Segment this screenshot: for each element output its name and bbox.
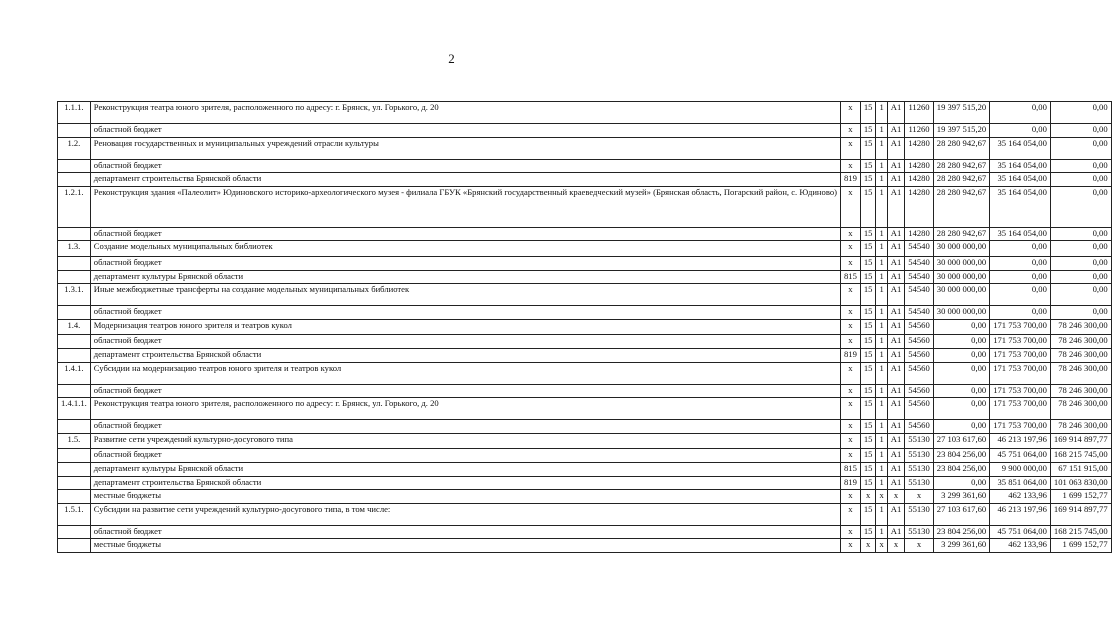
table-row <box>58 476 1112 490</box>
cell-program: 15 <box>860 186 876 227</box>
cell-direction: 54560 <box>905 319 933 335</box>
cell-subprogram: 1 <box>876 335 887 349</box>
cell-name: департамент строительства Брянской области <box>90 476 840 490</box>
table-row <box>58 335 1112 349</box>
cell-project: A1 <box>887 102 905 124</box>
cell-direction: 14280 <box>905 137 933 159</box>
cell-year1: 0,00 <box>933 319 989 335</box>
cell-year2: 35 164 054,00 <box>990 137 1051 159</box>
cell-subprogram: 1 <box>876 284 887 306</box>
cell-year3: 78 246 300,00 <box>1050 420 1111 434</box>
cell-code <box>58 124 91 138</box>
cell-code <box>58 173 91 187</box>
table-row <box>58 186 1112 227</box>
cell-ministry: x <box>840 490 860 504</box>
cell-name: Создание модельных муниципальных библиотек <box>90 241 840 257</box>
cell-subprogram: x <box>876 539 887 553</box>
cell-name: Реновация государственных и муниципальных учреждений отрасли культуры <box>90 137 840 159</box>
cell-year1: 30 000 000,00 <box>933 256 989 270</box>
cell-code: 1.2.1. <box>58 186 91 227</box>
cell-project: A1 <box>887 525 905 539</box>
cell-subprogram: 1 <box>876 476 887 490</box>
table-row <box>58 398 1112 420</box>
table-row <box>58 319 1112 335</box>
table-row <box>58 420 1112 434</box>
cell-project: A1 <box>887 398 905 420</box>
cell-subprogram: 1 <box>876 306 887 320</box>
table-row <box>58 462 1112 476</box>
cell-subprogram: 1 <box>876 241 887 257</box>
cell-ministry: x <box>840 433 860 449</box>
cell-year3: 169 914 897,77 <box>1050 503 1111 525</box>
cell-ministry: x <box>840 335 860 349</box>
cell-project: A1 <box>887 449 905 463</box>
cell-year2: 45 751 064,00 <box>990 525 1051 539</box>
cell-program: 15 <box>860 503 876 525</box>
cell-code <box>58 539 91 553</box>
cell-subprogram: 1 <box>876 384 887 398</box>
cell-project: A1 <box>887 173 905 187</box>
table-row <box>58 449 1112 463</box>
cell-year1: 23 804 256,00 <box>933 525 989 539</box>
table-row <box>58 241 1112 257</box>
cell-code <box>58 449 91 463</box>
cell-name: областной бюджет <box>90 256 840 270</box>
cell-year1: 30 000 000,00 <box>933 270 989 284</box>
cell-ministry: x <box>840 539 860 553</box>
cell-subprogram: 1 <box>876 348 887 362</box>
cell-year3: 168 215 745,00 <box>1050 525 1111 539</box>
table-row <box>58 124 1112 138</box>
cell-name: областной бюджет <box>90 449 840 463</box>
cell-year2: 35 164 054,00 <box>990 186 1051 227</box>
cell-year3: 78 246 300,00 <box>1050 398 1111 420</box>
cell-ministry: 815 <box>840 462 860 476</box>
cell-year2: 462 133,96 <box>990 539 1051 553</box>
table-row <box>58 256 1112 270</box>
cell-name: Реконструкция театра юного зрителя, расположенного по адресу: г. Брянск, ул. Горького, д. 20 <box>90 398 840 420</box>
cell-code <box>58 384 91 398</box>
cell-year3: 0,00 <box>1050 102 1111 124</box>
cell-ministry: x <box>840 256 860 270</box>
cell-ministry: x <box>840 503 860 525</box>
cell-year3: 1 699 152,77 <box>1050 539 1111 553</box>
cell-subprogram: 1 <box>876 420 887 434</box>
cell-direction: 55130 <box>905 462 933 476</box>
cell-code <box>58 525 91 539</box>
cell-subprogram: 1 <box>876 159 887 173</box>
cell-code: 1.5. <box>58 433 91 449</box>
cell-year1: 0,00 <box>933 384 989 398</box>
cell-year3: 78 246 300,00 <box>1050 335 1111 349</box>
cell-code <box>58 256 91 270</box>
cell-ministry: x <box>840 525 860 539</box>
cell-direction: 55130 <box>905 525 933 539</box>
cell-ministry: x <box>840 124 860 138</box>
cell-direction: 11260 <box>905 102 933 124</box>
cell-year2: 0,00 <box>990 284 1051 306</box>
cell-year2: 0,00 <box>990 256 1051 270</box>
cell-program: 15 <box>860 433 876 449</box>
cell-direction: 14280 <box>905 186 933 227</box>
cell-ministry: 815 <box>840 270 860 284</box>
cell-code: 1.5.1. <box>58 503 91 525</box>
cell-year3: 0,00 <box>1050 124 1111 138</box>
cell-year3: 0,00 <box>1050 159 1111 173</box>
cell-direction: 54560 <box>905 335 933 349</box>
cell-ministry: x <box>840 398 860 420</box>
cell-direction: 54540 <box>905 241 933 257</box>
cell-year3: 1 699 152,77 <box>1050 490 1111 504</box>
cell-direction: 54560 <box>905 348 933 362</box>
cell-year3: 78 246 300,00 <box>1050 362 1111 384</box>
cell-year3: 0,00 <box>1050 173 1111 187</box>
cell-program: 15 <box>860 241 876 257</box>
cell-year1: 27 103 617,60 <box>933 503 989 525</box>
cell-year2: 171 753 700,00 <box>990 335 1051 349</box>
cell-ministry: x <box>840 102 860 124</box>
cell-project: A1 <box>887 462 905 476</box>
cell-project: x <box>887 539 905 553</box>
cell-name: местные бюджеты <box>90 490 840 504</box>
cell-program: 15 <box>860 348 876 362</box>
cell-direction: 54540 <box>905 306 933 320</box>
cell-year1: 30 000 000,00 <box>933 306 989 320</box>
table-row <box>58 433 1112 449</box>
cell-project: A1 <box>887 503 905 525</box>
cell-subprogram: 1 <box>876 398 887 420</box>
cell-year2: 171 753 700,00 <box>990 319 1051 335</box>
cell-subprogram: 1 <box>876 433 887 449</box>
cell-year3: 101 063 830,00 <box>1050 476 1111 490</box>
cell-year3: 67 151 915,00 <box>1050 462 1111 476</box>
cell-year2: 35 164 054,00 <box>990 227 1051 241</box>
cell-name: Модернизация театров юного зрителя и театров кукол <box>90 319 840 335</box>
cell-year2: 0,00 <box>990 270 1051 284</box>
cell-name: областной бюджет <box>90 227 840 241</box>
cell-year3: 78 246 300,00 <box>1050 319 1111 335</box>
cell-name: департамент культуры Брянской области <box>90 270 840 284</box>
cell-code <box>58 462 91 476</box>
table-row <box>58 102 1112 124</box>
cell-program: 15 <box>860 362 876 384</box>
cell-direction: 54560 <box>905 362 933 384</box>
cell-project: A1 <box>887 384 905 398</box>
cell-direction: 55130 <box>905 433 933 449</box>
cell-project: A1 <box>887 186 905 227</box>
cell-project: A1 <box>887 137 905 159</box>
cell-ministry: x <box>840 420 860 434</box>
cell-ministry: x <box>840 159 860 173</box>
cell-year3: 0,00 <box>1050 186 1111 227</box>
cell-year3: 0,00 <box>1050 137 1111 159</box>
cell-year1: 28 280 942,67 <box>933 173 989 187</box>
cell-ministry: x <box>840 137 860 159</box>
cell-direction: 54540 <box>905 256 933 270</box>
cell-project: A1 <box>887 362 905 384</box>
cell-name: Субсидии на развитие сети учреждений культурно-досугового типа, в том числе: <box>90 503 840 525</box>
cell-ministry: x <box>840 186 860 227</box>
cell-year2: 462 133,96 <box>990 490 1051 504</box>
cell-project: A1 <box>887 270 905 284</box>
cell-direction: 55130 <box>905 449 933 463</box>
cell-year2: 171 753 700,00 <box>990 384 1051 398</box>
cell-subprogram: x <box>876 490 887 504</box>
cell-program: 15 <box>860 124 876 138</box>
cell-year2: 171 753 700,00 <box>990 348 1051 362</box>
cell-year2: 0,00 <box>990 306 1051 320</box>
cell-program: 15 <box>860 270 876 284</box>
cell-program: 15 <box>860 398 876 420</box>
cell-year1: 0,00 <box>933 476 989 490</box>
cell-project: A1 <box>887 306 905 320</box>
cell-subprogram: 1 <box>876 319 887 335</box>
cell-program: 15 <box>860 173 876 187</box>
table-row <box>58 348 1112 362</box>
cell-program: 15 <box>860 420 876 434</box>
cell-code <box>58 159 91 173</box>
cell-code <box>58 476 91 490</box>
cell-project: A1 <box>887 433 905 449</box>
cell-code <box>58 227 91 241</box>
cell-code: 1.3.1. <box>58 284 91 306</box>
cell-name: департамент строительства Брянской области <box>90 348 840 362</box>
cell-year1: 28 280 942,67 <box>933 159 989 173</box>
cell-year1: 3 299 361,60 <box>933 490 989 504</box>
table-row <box>58 227 1112 241</box>
cell-year2: 171 753 700,00 <box>990 420 1051 434</box>
cell-year2: 0,00 <box>990 124 1051 138</box>
cell-name: Иные межбюджетные трансферты на создание модельных муниципальных библиотек <box>90 284 840 306</box>
cell-direction: 54560 <box>905 398 933 420</box>
cell-direction: 11260 <box>905 124 933 138</box>
cell-program: x <box>860 490 876 504</box>
cell-program: 15 <box>860 227 876 241</box>
cell-name: областной бюджет <box>90 525 840 539</box>
cell-name: областной бюджет <box>90 159 840 173</box>
cell-ministry: x <box>840 449 860 463</box>
cell-code <box>58 306 91 320</box>
cell-year3: 0,00 <box>1050 306 1111 320</box>
cell-program: 15 <box>860 335 876 349</box>
cell-year2: 46 213 197,96 <box>990 433 1051 449</box>
table-row <box>58 362 1112 384</box>
cell-ministry: x <box>840 227 860 241</box>
cell-subprogram: 1 <box>876 503 887 525</box>
table-row <box>58 306 1112 320</box>
cell-subprogram: 1 <box>876 227 887 241</box>
cell-project: A1 <box>887 124 905 138</box>
cell-ministry: x <box>840 384 860 398</box>
cell-program: 15 <box>860 137 876 159</box>
cell-direction: 14280 <box>905 227 933 241</box>
cell-program: 15 <box>860 319 876 335</box>
cell-code <box>58 348 91 362</box>
cell-year1: 19 397 515,20 <box>933 102 989 124</box>
table-row <box>58 284 1112 306</box>
cell-ministry: x <box>840 284 860 306</box>
cell-year3: 0,00 <box>1050 241 1111 257</box>
cell-program: 15 <box>860 525 876 539</box>
cell-ministry: 819 <box>840 348 860 362</box>
table-row <box>58 159 1112 173</box>
cell-direction: 54540 <box>905 270 933 284</box>
cell-name: Субсидии на модернизацию театров юного зрителя и театров кукол <box>90 362 840 384</box>
cell-name: Развитие сети учреждений культурно-досугового типа <box>90 433 840 449</box>
cell-year2: 0,00 <box>990 102 1051 124</box>
cell-code: 1.2. <box>58 137 91 159</box>
cell-name: Реконструкция театра юного зрителя, расположенного по адресу: г. Брянск, ул. Горького, д. 20 <box>90 102 840 124</box>
cell-year2: 35 164 054,00 <box>990 173 1051 187</box>
cell-name: департамент культуры Брянской области <box>90 462 840 476</box>
cell-direction: x <box>905 539 933 553</box>
cell-name: областной бюджет <box>90 306 840 320</box>
budget-table <box>57 101 1112 553</box>
cell-year1: 23 804 256,00 <box>933 462 989 476</box>
cell-program: 15 <box>860 462 876 476</box>
cell-program: 15 <box>860 384 876 398</box>
cell-year2: 171 753 700,00 <box>990 362 1051 384</box>
cell-year1: 0,00 <box>933 335 989 349</box>
cell-project: A1 <box>887 476 905 490</box>
cell-code: 1.4.1.1. <box>58 398 91 420</box>
cell-program: 15 <box>860 284 876 306</box>
cell-code <box>58 335 91 349</box>
cell-year3: 169 914 897,77 <box>1050 433 1111 449</box>
cell-program: 15 <box>860 159 876 173</box>
cell-year3: 0,00 <box>1050 270 1111 284</box>
cell-program: 15 <box>860 449 876 463</box>
cell-program: 15 <box>860 306 876 320</box>
cell-year2: 35 851 064,00 <box>990 476 1051 490</box>
cell-year3: 0,00 <box>1050 256 1111 270</box>
cell-year3: 0,00 <box>1050 227 1111 241</box>
cell-direction: 54560 <box>905 384 933 398</box>
cell-year1: 0,00 <box>933 398 989 420</box>
table-row <box>58 270 1112 284</box>
cell-year1: 23 804 256,00 <box>933 449 989 463</box>
cell-subprogram: 1 <box>876 525 887 539</box>
cell-subprogram: 1 <box>876 256 887 270</box>
table-row <box>58 173 1112 187</box>
cell-project: A1 <box>887 241 905 257</box>
cell-year1: 30 000 000,00 <box>933 284 989 306</box>
table-row <box>58 137 1112 159</box>
cell-ministry: x <box>840 362 860 384</box>
cell-name: Реконструкция здания «Палеолит» Юдиновского историко-археологического музея - филиала ГБУК «Брянский государственный краеведческий музей» (Брянская область, Погарский район, с. Юдиново) <box>90 186 840 227</box>
cell-year1: 0,00 <box>933 420 989 434</box>
cell-project: A1 <box>887 348 905 362</box>
cell-subprogram: 1 <box>876 449 887 463</box>
cell-year1: 28 280 942,67 <box>933 137 989 159</box>
cell-year1: 30 000 000,00 <box>933 241 989 257</box>
cell-ministry: x <box>840 319 860 335</box>
cell-code: 1.4.1. <box>58 362 91 384</box>
cell-name: областной бюджет <box>90 124 840 138</box>
cell-year2: 46 213 197,96 <box>990 503 1051 525</box>
table-row <box>58 503 1112 525</box>
cell-year3: 78 246 300,00 <box>1050 384 1111 398</box>
cell-direction: 55130 <box>905 476 933 490</box>
cell-subprogram: 1 <box>876 462 887 476</box>
cell-project: A1 <box>887 159 905 173</box>
cell-project: A1 <box>887 420 905 434</box>
cell-program: 15 <box>860 256 876 270</box>
cell-name: областной бюджет <box>90 384 840 398</box>
cell-project: x <box>887 490 905 504</box>
cell-year1: 28 280 942,67 <box>933 186 989 227</box>
cell-ministry: x <box>840 306 860 320</box>
cell-year2: 9 900 000,00 <box>990 462 1051 476</box>
cell-direction: 14280 <box>905 159 933 173</box>
cell-year2: 171 753 700,00 <box>990 398 1051 420</box>
cell-name: департамент строительства Брянской области <box>90 173 840 187</box>
cell-code <box>58 420 91 434</box>
cell-year3: 168 215 745,00 <box>1050 449 1111 463</box>
cell-subprogram: 1 <box>876 124 887 138</box>
cell-code <box>58 270 91 284</box>
cell-subprogram: 1 <box>876 173 887 187</box>
cell-year2: 0,00 <box>990 241 1051 257</box>
cell-ministry: 819 <box>840 173 860 187</box>
cell-project: A1 <box>887 284 905 306</box>
cell-program: 15 <box>860 476 876 490</box>
cell-subprogram: 1 <box>876 362 887 384</box>
cell-program: 15 <box>860 102 876 124</box>
cell-ministry: 819 <box>840 476 860 490</box>
cell-code: 1.3. <box>58 241 91 257</box>
cell-year1: 0,00 <box>933 348 989 362</box>
cell-subprogram: 1 <box>876 270 887 284</box>
cell-year3: 78 246 300,00 <box>1050 348 1111 362</box>
cell-year2: 35 164 054,00 <box>990 159 1051 173</box>
cell-project: A1 <box>887 256 905 270</box>
cell-project: A1 <box>887 227 905 241</box>
cell-subprogram: 1 <box>876 102 887 124</box>
cell-year1: 19 397 515,20 <box>933 124 989 138</box>
table-row <box>58 384 1112 398</box>
cell-name: местные бюджеты <box>90 539 840 553</box>
cell-direction: x <box>905 490 933 504</box>
table-row <box>58 539 1112 553</box>
cell-year1: 28 280 942,67 <box>933 227 989 241</box>
cell-subprogram: 1 <box>876 186 887 227</box>
cell-project: A1 <box>887 335 905 349</box>
cell-name: областной бюджет <box>90 420 840 434</box>
cell-direction: 54560 <box>905 420 933 434</box>
cell-year2: 45 751 064,00 <box>990 449 1051 463</box>
cell-name: областной бюджет <box>90 335 840 349</box>
cell-year1: 3 299 361,60 <box>933 539 989 553</box>
cell-direction: 55130 <box>905 503 933 525</box>
cell-year1: 0,00 <box>933 362 989 384</box>
cell-code: 1.1.1. <box>58 102 91 124</box>
page-number: 2 <box>448 51 455 66</box>
cell-ministry: x <box>840 241 860 257</box>
cell-code <box>58 490 91 504</box>
table-row <box>58 525 1112 539</box>
cell-year1: 27 103 617,60 <box>933 433 989 449</box>
cell-code: 1.4. <box>58 319 91 335</box>
cell-subprogram: 1 <box>876 137 887 159</box>
table-row <box>58 490 1112 504</box>
cell-program: x <box>860 539 876 553</box>
cell-year3: 0,00 <box>1050 284 1111 306</box>
cell-project: A1 <box>887 319 905 335</box>
cell-direction: 14280 <box>905 173 933 187</box>
cell-direction: 54540 <box>905 284 933 306</box>
